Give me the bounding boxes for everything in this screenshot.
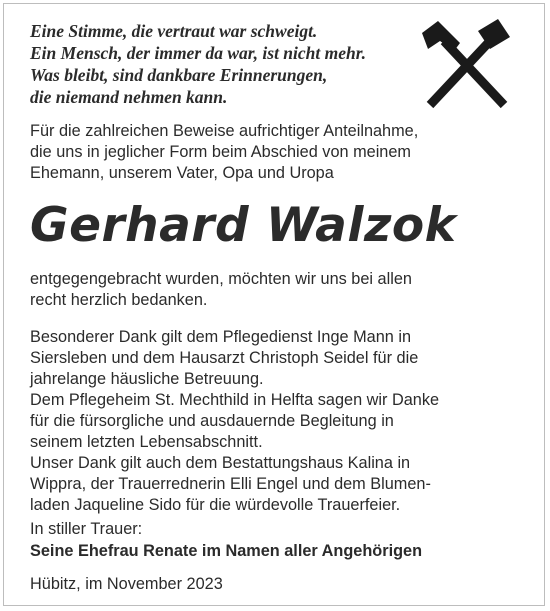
poem-line: Ein Mensch, der immer da war, ist nicht mehr. [30,43,366,63]
deceased-name: Gerhard Walzok [30,198,457,253]
special-thanks-line: Wippra, der Trauerrednerin Elli Engel und dem Blumen- [30,475,431,493]
special-thanks-line: laden Jaqueline Sido für die würdevolle Trauerfeier. [30,496,401,514]
place-and-date: Hübitz, im November 2023 [30,575,223,593]
special-thanks-line: für die fürsorgliche und ausdauernde Begleitung in [30,412,394,430]
special-thanks-line: jahrelange häusliche Betreuung. [30,370,264,388]
poem-line: Was bleibt, sind dankbare Erinnerungen, [30,65,328,85]
thanks-line: recht herzlich bedanken. [30,291,208,309]
family-signature: Seine Ehefrau Renate im Namen aller Angehörigen [30,542,423,560]
thanks-paragraph [30,269,412,311]
special-thanks-paragraph [30,327,439,516]
thanks-line: entgegengebracht wurden, möchten wir uns bei allen [30,270,412,288]
special-thanks-line: Dem Pflegeheim St. Mechthild in Helfta sagen wir Danke [30,391,440,409]
intro-line: Ehemann, unserem Vater, Opa und Uropa [30,164,334,182]
special-thanks-line: Unser Dank gilt auch dem Bestattungshaus Kalina in [30,454,411,472]
special-thanks-line: Besonderer Dank gilt dem Pflegedienst Inge Mann in [30,328,412,346]
special-thanks-line: seinem letzten Lebensabschnitt. [30,433,263,451]
memorial-poem [30,20,366,108]
intro-line: Für die zahlreichen Beweise aufrichtiger Anteilnahme, [30,122,419,140]
intro-paragraph [30,121,418,184]
poem-line: die niemand nehmen kann. [30,87,228,107]
intro-line: die uns in jeglicher Form beim Abschied von meinem [30,143,411,161]
poem-line: Eine Stimme, die vertraut war schweigt. [30,21,318,41]
hammer-and-pick-icon [418,17,514,113]
mourning-label: In stiller Trauer: [30,520,143,538]
special-thanks-line: Siersleben und dem Hausarzt Christoph Seidel für die [30,349,419,367]
